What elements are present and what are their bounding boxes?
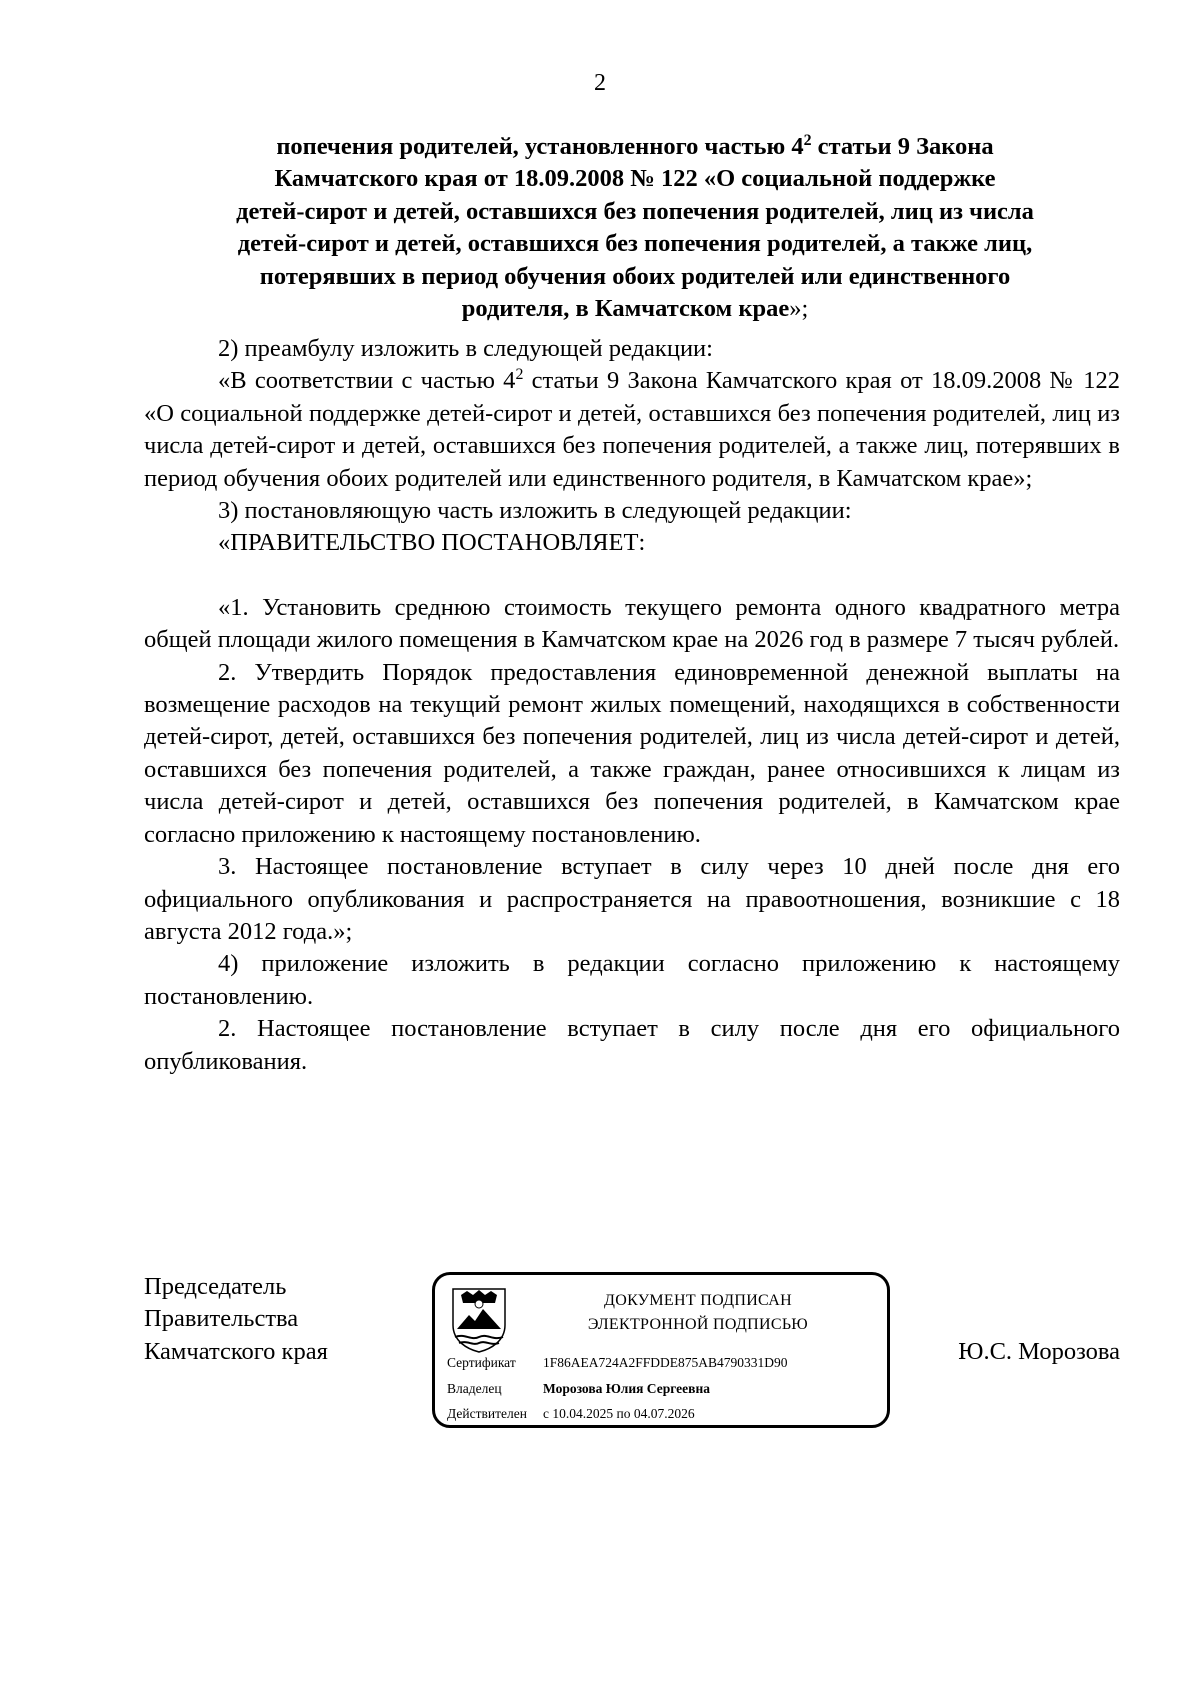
paragraph-item-3: 3. Настоящее постановление вступает в силу через 10 дней после дня его официального опубликования и распространяется на правоотношения, возникшие с 18 августа 2012 года.»;: [144, 853, 1120, 945]
stamp-certificate-row: [447, 1355, 788, 1371]
signatory-title-line-1: Председатель: [144, 1273, 287, 1300]
paragraph-preamble-instruction: 2) преамбулу изложить в следующей редакции:: [218, 335, 713, 362]
heading-line-5: потерявших в период обучения обоих родителей или единственного: [259, 262, 1011, 290]
paragraph-government-resolves: «ПРАВИТЕЛЬСТВО ПОСТАНОВЛЯЕТ:: [218, 529, 646, 557]
signatory-title-line-2: Правительства: [144, 1305, 299, 1333]
stamp-certificate-value: 1F86AEA724A2FFDDE875AB4790331D90: [543, 1355, 788, 1370]
electronic-signature-stamp: [432, 1272, 890, 1428]
heading-line-1: попечения родителей, установленного частью $4^2$ статьи 9 Закона: [276, 131, 994, 160]
stamp-validity-row: [447, 1406, 695, 1422]
heading-line-4: детей-сирот и детей, оставшихся без попечения родителей, а также лиц,: [237, 230, 1033, 258]
stamp-header-line-1: ДОКУМЕНТ ПОДПИСАН: [604, 1292, 792, 1309]
paragraph-annex-instruction: 4) приложение изложить в редакции согласно приложению к настоящему постановлению.: [144, 950, 1120, 1010]
paragraph-preamble-text: «В соответствии с частью $4^2$ статьи 9 Закона Камчатского края от 18.09.2008 № 122 «О социальной поддержке детей-сирот и детей, оставшихся без попечения родителей, лиц из числа детей-сирот и детей, оставшихся без попечения родителей, а также лиц, потерявших в период обучения обоих родителей или единственного родителя, в Камчатском крае»;: [144, 366, 1120, 492]
signatory-name: Ю.С. Морозова: [958, 1338, 1120, 1365]
signatory-title-line-3: Камчатского края: [144, 1337, 328, 1365]
document-body: [144, 333, 1120, 1078]
heading-line-3: детей-сирот и детей, оставшихся без попечения родителей, лиц из числа: [236, 197, 1034, 225]
signatory-title: [144, 1271, 328, 1368]
stamp-owner-label: Владелец: [447, 1381, 502, 1396]
stamp-certificate-label: Сертификат: [447, 1355, 516, 1370]
paragraph-entry-into-force: 2. Настоящее постановление вступает в силу после дня его официального опубликования.: [144, 1015, 1120, 1075]
stamp-header: [515, 1289, 881, 1337]
stamp-owner-value: Морозова Юлия Сергеевна: [543, 1381, 710, 1396]
paragraph-item-1: «1. Установить среднюю стоимость текущего ремонта одного квадратного метра общей площади жилого помещения в Камчатском крае на 2026 год в размере 7 тысяч рублей.: [144, 593, 1120, 654]
stamp-owner-row: [447, 1381, 710, 1397]
paragraph-item-2: 2. Утвердить Порядок предоставления единовременной денежной выплаты на возмещение расходов на текущий ремонт жилых помещений, находящихся в собственности детей-сирот, детей, оставшихся без попечения родителей, лиц из числа детей-сирот и детей, оставшихся без попечения родителей, а также граждан, ранее относившихся к лицам из числа детей-сирот и детей, оставшихся без попечения родителей, в Камчатском крае согласно приложению к настоящему постановлению.: [144, 658, 1120, 848]
document-heading: [150, 131, 1120, 325]
stamp-validity-value: с 10.04.2025 по 04.07.2026: [543, 1406, 695, 1421]
kamchatka-coat-of-arms-icon: [449, 1285, 509, 1353]
stamp-validity-label: Действителен: [447, 1406, 527, 1421]
heading-line-2: Камчатского края от 18.09.2008 № 122 «О социальной поддержке: [274, 165, 996, 193]
heading-line-6: родителя, в Камчатском крае»;: [461, 295, 809, 323]
paragraph-operative-instruction: 3) постановляющую часть изложить в следующей редакции:: [218, 497, 852, 525]
stamp-header-line-2: ЭЛЕКТРОННОЙ ПОДПИСЬЮ: [587, 1316, 809, 1333]
page-number: 2: [594, 70, 606, 96]
